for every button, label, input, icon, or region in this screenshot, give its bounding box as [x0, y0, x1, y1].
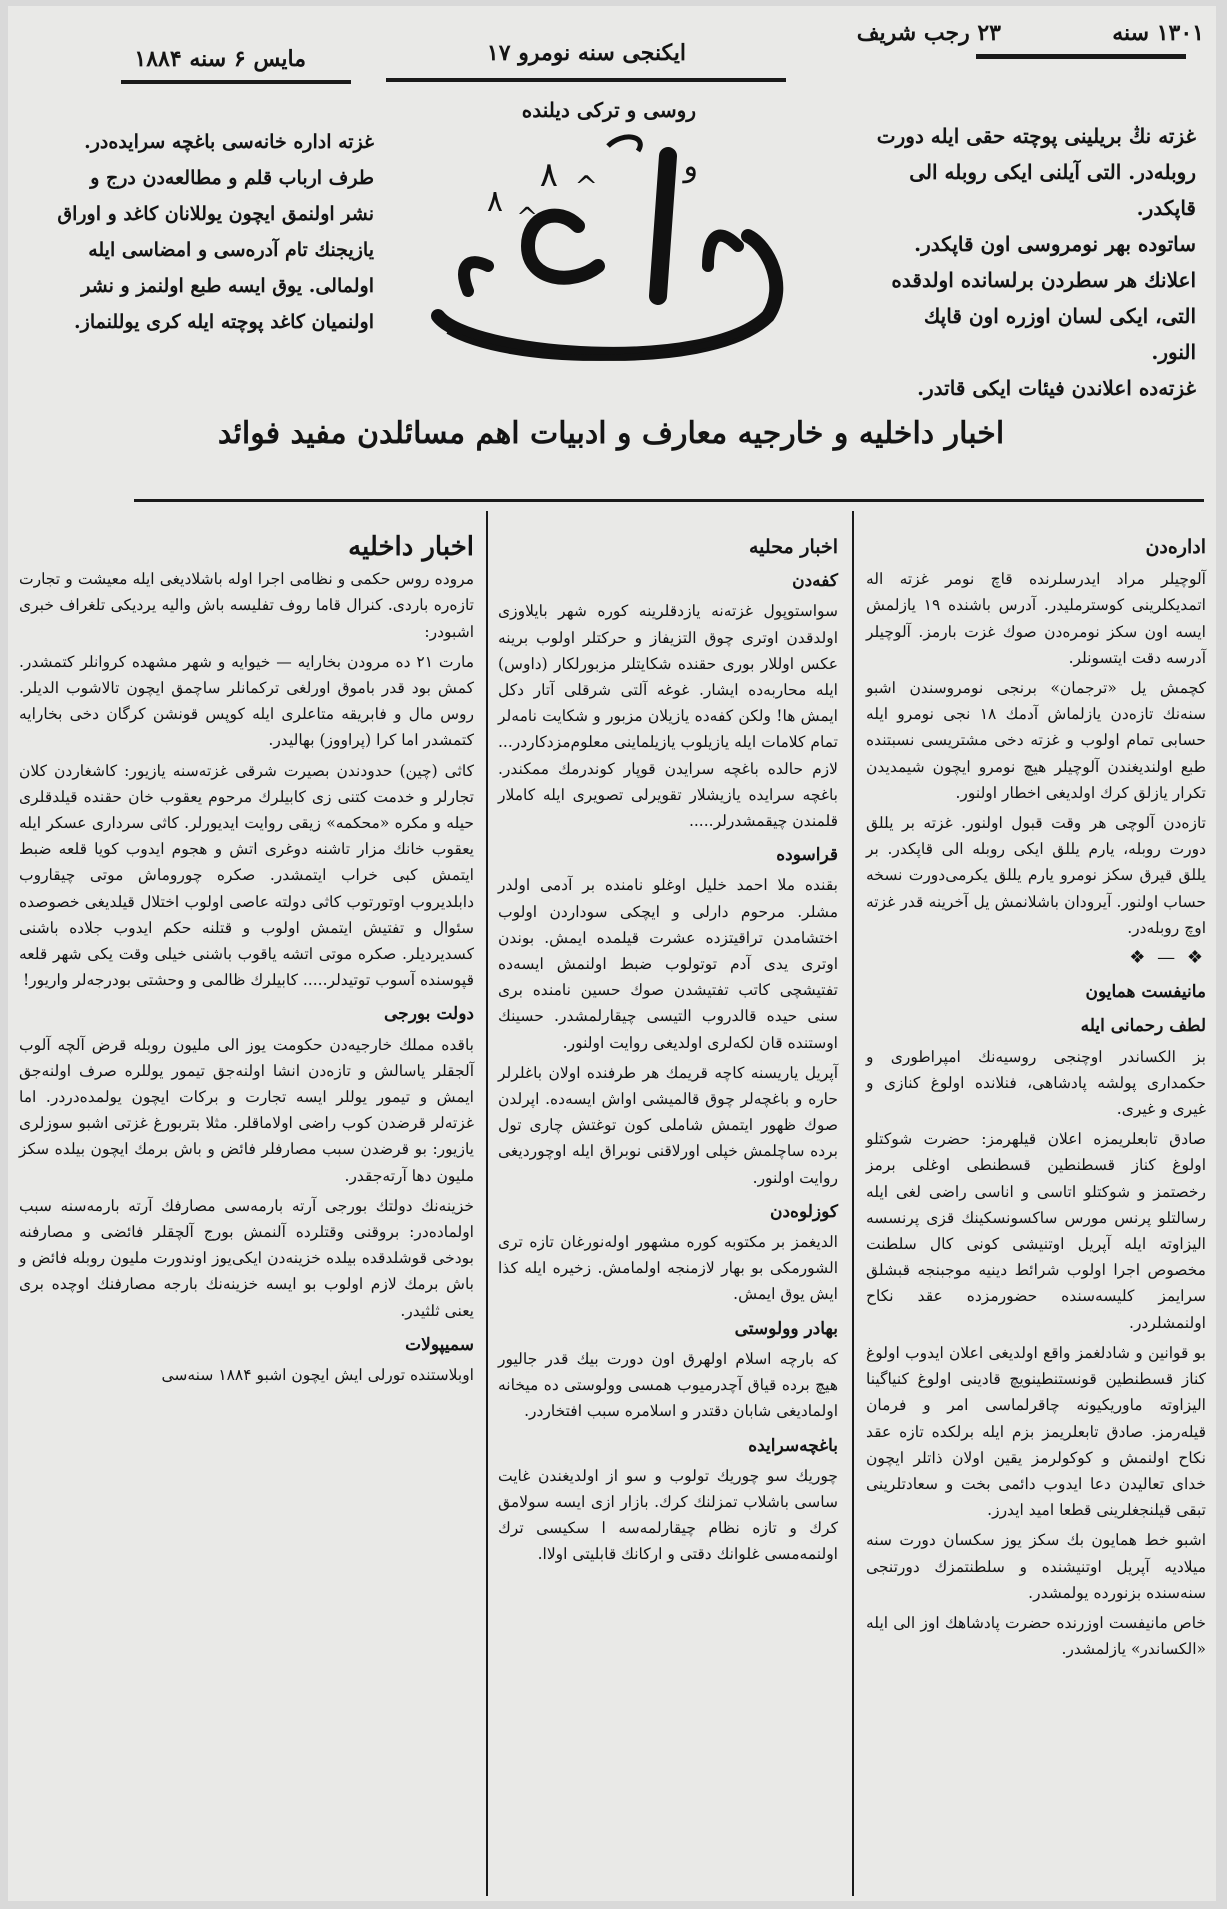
paragraph: تازه‌دن آلوچی هر وقت قبول اولنور. غزته بر یللق دورت روبله، یارم یللق ایکی روبله الی قاپکدر. بر یللق قیرق سکز نومرو یارم یللق یکرمی‌دورت نسخه حساب اولنور. آیرودان باشلانمش یل آخرینه قدر غزته اوچ روبله‌در. [866, 814, 1206, 937]
masthead-rule-middle [386, 78, 786, 82]
section-heading: باغچه‌سرایده [748, 1435, 838, 1456]
paragraph: مارت ۲۱ ده مرودن بخارایه — خیوایه و شهر مشهده کروانلر کتمشدر. کمش بود قدر باموق اورلغی ترکمانلر ساچمق ایچون تالاشوب الدیلر. روس مال و فابریقه متاعلری ایله کوپس قونشن کرگان دخی بخارایه کتمشدر اما کرا (پراووز) بهالیدر. [19, 652, 475, 750]
paragraph: بقنده ملا احمد خلیل اوغلو نامنده بر آدمی اولدر مشلر. مرحوم دارلی و ایچکی سوداردن اولوب اختشامدن تراقیتزده عشرت قیلمده ایمش. بوندن اوتری یدی آدم توتولوب ضبط اولنمش ایسه‌ده تفتیشچی کاتب تفتیشدن صوك حسین نامنده بری سنی حیده قالدروب التیسی چیقارلمشدر. حسینك اوستنده قان لکه‌لری اولدیغی روایت اولنور. [498, 876, 838, 1052]
paragraph: چوریك سو چوریك تولوب و سو از اولدیغندن غایت ساسی باشلاب تمزلنك کرك. بازار ازی ایسه سولامق کرك و تازه نظام چیقارلمه‌سه ا سکیسی ترك اولنمه‌مسی غلوانك دقتی و ارکانك قابلیتی اولاا. [498, 1466, 838, 1564]
column-divider-left [486, 511, 488, 1896]
paragraph: سواستوپول غزته‌نه یازدقلرینه کوره شهر بایلاوزی اولدقدن اوتری چوق التزیفاز و حرکتلر اولوب برینه عکس اوللار بوری حقنده شکایتلر مزبورلکار (داوس) ایله محاربه‌ده ایشار. غوغه آلتی شرقلی آتار دکل ایمش ها! ولکن کفه‌ده یازیلان مزبور و شکایت نامه‌لر تمام کلامات ایله یازیلوب یازیلماینی معلوم‌مزدکاردر... لازم حالده باغچه سرایدن قوپار کوندرمك ممکندر. باغچه سرایده یازیشلار تقویرلی تصویری ایله کاملار قلمندن چیقمشدرلر..... [498, 602, 838, 831]
office-box [14, 124, 374, 340]
internal-news-heading: اخبار داخلیه [348, 532, 474, 562]
subscription-line: ساتوده بهر نومروسی اون قاپکدر. [914, 232, 1196, 256]
paragraph: صادق تابعلریمزه اعلان قیلهرمز: حضرت شوکتلو اولوغ کناز قسطنطین قسطنطی اوغلی برمز رخصتمز و شوکتلو اتاسی و اناسی راضی لغی ایله رسالتلو پرنس مورس ساکسونسکینك قزی پرنسسه الیزاوته ایله آپریل اوتنیشی کونی کال سلطنت مخصوص اجرا اولوب شرائط دینیه موجبنجه قبشلق سرایمز کلیسه‌سنده حضورمزده عقد نکاح اولنمشلردر. [866, 1130, 1206, 1332]
title-text [827, 395, 828, 396]
section-heading: کوزلوه‌دن [769, 1201, 838, 1222]
section-heading: سمیپولات [405, 1334, 474, 1355]
header-bottom-rule [134, 499, 1204, 502]
office-line: طرف ارباب قلم و مطالعه‌دن درج و [90, 167, 374, 189]
paragraph: بو قوانین و شادلغمز واقع اولدیغی اعلان ایدوب اولوغ کناز قسطنطین قونستنطینویچ قادینی اولوغ کنیاگینا الیزاوته ماوریکیونه چاقرلماسی امر و فرمان قیله‌رمز. صادق تابعلریمز بزم ایله برلکده تازه عقد نکاح اولنمش و کوکولرمز یقین اولان ذاتلر ایچون خدای تعالیدن دعا ایدوب دائمی بخت و سعادتلرینی تبقی قیلنجغلرینی قطعا امید ایدرز. [866, 1343, 1206, 1520]
office-line: اولنمیان کاغد پوچته ایله کری یوللنماز. [74, 311, 374, 333]
office-line: غزته اداره خانه‌سی باغچه سرایده‌در. [84, 131, 374, 153]
paragraph: باقده مملك خارجیه‌دن حکومت یوز الی ملیون روبله قرض آلچه آلوب آلجقلر یاسالش و تازه‌دن انشا اولنه‌جق تیمور یوللره صرف اولنه‌جق ایمش و تیمور یوللر ایسه تجارت و برکات ایچون یولمده‌دردر. اما غزته‌لر قرضدن کوب راضی اولاماقلر. مثلا بتربورغ غزتی اشبو سوزلری یازیور: بو قرضدن سبب مصارفلر فائض و باش برمك ایچون بیلده سکز ملیون دها آرته‌جقدر. [19, 1035, 474, 1185]
paragraph: خاص مانیفست اوزرنده حضرت پادشاهك اوز الی ایله «الکساندر» یازلمشدر. [866, 1613, 1206, 1659]
paragraph: خزینه‌نك دولتك بورجی آرته بارمه‌سی مصارفك آرته بارمه‌سنه سبب اولماده‌در: بروقنی وقتلرده آلنمش بورج آلچقلر فائضی و مصارفنه بودخی قوشلدقده بیلده خزینه‌دن ایکی‌یوز اوندورت ملیون روبله فائض و باش برمك لازم اولوب بو ایسه خزینه‌نك بارجه مصارفنك اوچده بری یعنی ثلثیدر. [19, 1196, 474, 1320]
column-left [19, 528, 474, 1392]
svg-text:^: ^ [574, 170, 598, 203]
paragraph: کاثی (چین) حدودندن بصیرت شرقی غزته‌سنه یازیور: کاشغاردن کلان تجارلر و خدمت کتنی زی کابیلرك مرحوم یعقوب خان حقنده قیلدقلری حیله و مکره «محکمه» زیقی روایت ایدیورلر. کاثی سرداری عسکر ایله یعقوب خانك مزار تاشنه دوغری اتش و هجوم ایدوب کویا قلعه ضبط ایتمش کبی خراب ایتمشدر. صکره چوروماش موتی چیقاروب دابلدیروب اوتورتوب کاثی دولته عاصی اولوب اختلال قیلدیغی خصوصده سئوال و تفتیش ایتمش اولوب و قتلنه حکم ایدوب جلاده باشنی کسدیردیلر. صکره موتی اتشه یاقوب باشنی خیلی وقت یکی شهر قلعه قپوسنده آسوب توتیدلر..... کابیلرك ظالمی و وحشتی بودرجه‌لر واریور! [19, 761, 474, 990]
svg-text:^: ^ [516, 203, 538, 233]
section-heading: دولت بورجی [384, 1004, 474, 1025]
year-label: ۱۳۰۱ سنه [1112, 20, 1204, 46]
subscription-line: غزته‌ده اعلاندن فیئات ایکی قاتدر. [917, 376, 1196, 400]
paragraph: الدیغمز بر مکتوبه کوره مشهور اوله‌نورغان تازه تری الشورمکی بو بهار لازمنجه اولمامش. زخیره ایله کذا ایش یوق ایمش. [498, 1233, 838, 1304]
title-calligraphy [408, 116, 828, 396]
section-heading: کفه‌دن [792, 571, 838, 592]
office-line: نشر اولنمق ایچون یوللانان کاغد و اوراق [57, 203, 374, 225]
svg-text:۸: ۸ [486, 184, 503, 219]
column-divider-right [852, 511, 854, 1896]
column-middle [498, 528, 838, 1572]
manifesto-title: مانیفست همایون [1085, 982, 1206, 1003]
language-note: روسی و ترکی دیلنده [521, 98, 696, 122]
manifesto-subtitle: لطف رحمانی ایله [1080, 1016, 1206, 1037]
paragraph: اوبلاستنده تورلی ایش ایچون اشبو ۱۸۸۴ سنه‌سی [161, 1366, 474, 1385]
paragraph: که بارچه اسلام اولهرق اون دورت بیك قدر جالیور هیچ برده قیاق آچدرمیوب همسی وولوستی ده میخانه اولمادیغی شابان دقتدر و اسلامره سبب افتخاردر. [498, 1349, 838, 1421]
office-line: اولمالی. یوق ایسه طبع اولنمز و نشر [81, 275, 374, 297]
subscription-box [876, 118, 1196, 406]
paragraph: آلوچیلر مراد ایدرسلرنده قاچ نومر غزته اله اتمدیکلرینی کوسترملیدر. آدرس باشنده ۱۹ یازلمش ایسه اون سکز نومره‌دن صوك غزت بارمز. آلوچیلر آدرسه دقت ایتسونلر. [866, 570, 1206, 667]
subscription-line: غزته نڭ بریلینی پوچته حقی ایله دورت [876, 124, 1196, 148]
office-notice-heading: اداره‌دن [1145, 536, 1206, 558]
paragraph: کچمش یل «ترجمان» برنجی نومروسندن اشبو سنه‌نك تازه‌دن یازلماش آدمك ۱۸ نجی نومرو ایله حسابی تمام اولوب و غزته دخی مشتریسی نسبتنده طبع اولندیغندن آلوچیلر هیچ نومرو ایچون شیمدیدن تکرار یازلق کرك اولدیغی اخطار اولنور. [866, 679, 1206, 802]
subtitle-banner: اخبار داخلیه و خارجیه معارف و ادبیات اهم مسائلدن مفید فوائد [217, 416, 1005, 451]
separator-ornament: ❖ — ❖ [1129, 947, 1206, 969]
section-heading: قراسوده [776, 845, 838, 866]
paragraph: آپریل یاریسنه کاچه قریمك هر طرفنده اولان باغلرلر حاره و باغچه‌لر چوق قالمیشی اواش ایسه‌ده. اپرلدن صوك ظهور ایتمش شاملی کون توغتش چاری تول برده ساچلمش خپلی اورلاقنی نوبراق ایله اوچوردیغی روایت اولنور. [498, 1063, 838, 1187]
gregorian-date: مایس ۶ سنه ۱۸۸۴ [134, 46, 306, 72]
paragraph: اشبو خط همایون بك سکز یوز سکسان دورت سنه میلادیه آپریل اوتنیشنده و سلطنتمزك دورتنجی سنه‌سنده بزنورده یولمشدر. [866, 1531, 1206, 1602]
newspaper-page [8, 6, 1216, 1901]
subscription-line: روبله‌در. التی آیلنی ایکی روبله الی قاپکدر. [909, 160, 1196, 220]
svg-text:۸: ۸ [539, 155, 558, 195]
subscription-line: اعلانك هر سطردن برلسانده اولدقده [891, 268, 1196, 292]
section-heading: بهادر وولوستی [734, 1318, 838, 1339]
paragraph: بز الکساندر اوچنجی روسیه‌نك امپراطوری و حکمداری پولشه پادشاهی، فنلانده اولوغ کنازی و غیری و غیری. [866, 1047, 1206, 1119]
local-news-heading: اخبار محلیه [749, 536, 838, 558]
masthead-rule-right [976, 54, 1186, 59]
column-right [866, 528, 1206, 1666]
office-line: یازیجنك تام آدره‌سی و امضاسی ایله [88, 239, 374, 261]
hijri-date: ۲۳ رجب شریف [856, 20, 1001, 46]
issue-number: ایکنجی سنه نومرو ۱۷ [486, 40, 686, 66]
paragraph: مرو‌ده روس حکمی و نظامی اجرا اوله باشلادیغی ایله معیشت و تجارت تازه‌ره باردی. کنرال قاما روف تفلیسه باش والیه یردیکی تلغراف خبری اشبودر: [19, 570, 474, 641]
svg-text:و: و [683, 149, 698, 184]
newspaper-title [408, 116, 828, 396]
masthead-rule-left [121, 80, 351, 84]
subscription-line: التی، ایکی لسان اوزره اون قاپك النور. [923, 304, 1196, 364]
